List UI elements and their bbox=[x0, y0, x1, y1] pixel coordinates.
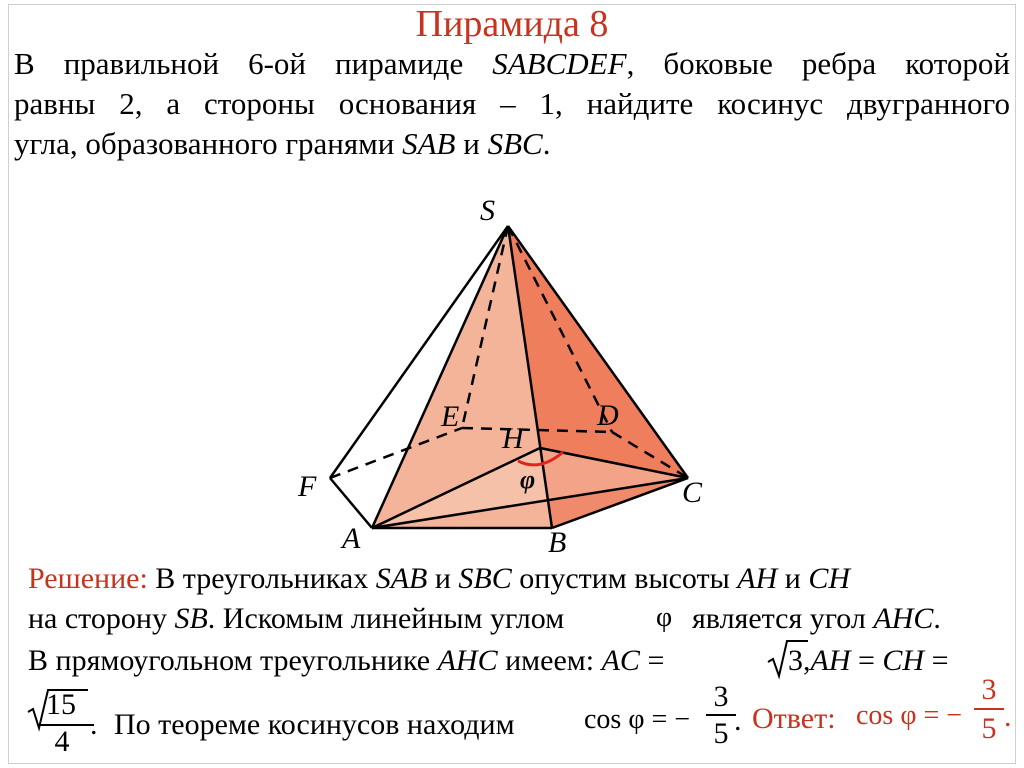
fraction-sqrt15-over-4 bbox=[22, 688, 94, 758]
label-s: S bbox=[480, 194, 495, 227]
fraction1-numerator: 15 bbox=[46, 688, 76, 721]
answer-fraction: 3 5 bbox=[974, 672, 1004, 748]
slide-title: Пирамида 8 bbox=[415, 3, 609, 45]
label-h: H bbox=[502, 422, 524, 455]
problem-line-3: угла, образованного гранями SAB и SBC. bbox=[14, 126, 551, 161]
solution-line-1: Решение: В треугольниках SAB и SBC опустим высоты AH и CH bbox=[28, 562, 851, 595]
edge-fa bbox=[330, 478, 372, 528]
solution-label: Решение: bbox=[28, 562, 148, 595]
problem-line-2: равны 2, а стороны основания – 1, найдите косинус двугранного bbox=[14, 86, 1010, 121]
solution-line-4: По теореме косинусов находим bbox=[114, 708, 515, 741]
label-phi: φ bbox=[520, 465, 536, 494]
pyramid-name: SABCDEF bbox=[492, 46, 627, 81]
fraction1-dot: . bbox=[90, 708, 98, 741]
label-d: D bbox=[597, 399, 619, 432]
sqrt3-value: 3,AH = CH = bbox=[788, 644, 949, 677]
label-e: E bbox=[441, 400, 460, 433]
answer-formula: cos φ = − bbox=[856, 700, 963, 731]
phi-symbol: φ bbox=[656, 602, 673, 633]
solution-line-2-end: является угол AHC. bbox=[692, 602, 941, 635]
answer-end: . bbox=[1004, 700, 1012, 733]
cos-formula-1: cos φ = − bbox=[584, 704, 691, 735]
answer-label: Ответ: bbox=[752, 702, 836, 735]
problem-line-1: В правильной 6-ой пирамиде SABCDEF, боковые ребра которой bbox=[14, 46, 1010, 81]
solution-line-3: В прямоугольном треугольнике AHC имеем: AC = bbox=[28, 644, 665, 677]
label-a: A bbox=[342, 522, 361, 555]
label-c: C bbox=[682, 476, 703, 509]
cos-formula-1-end: . bbox=[734, 704, 742, 737]
fraction1-denominator: 4 bbox=[54, 725, 70, 758]
label-f: F bbox=[298, 470, 317, 503]
label-b: B bbox=[548, 526, 567, 559]
fraction-3-5-first: 3 5 bbox=[706, 680, 736, 752]
solution-line-2: на сторону SB. Искомым линейным углом bbox=[28, 602, 565, 635]
